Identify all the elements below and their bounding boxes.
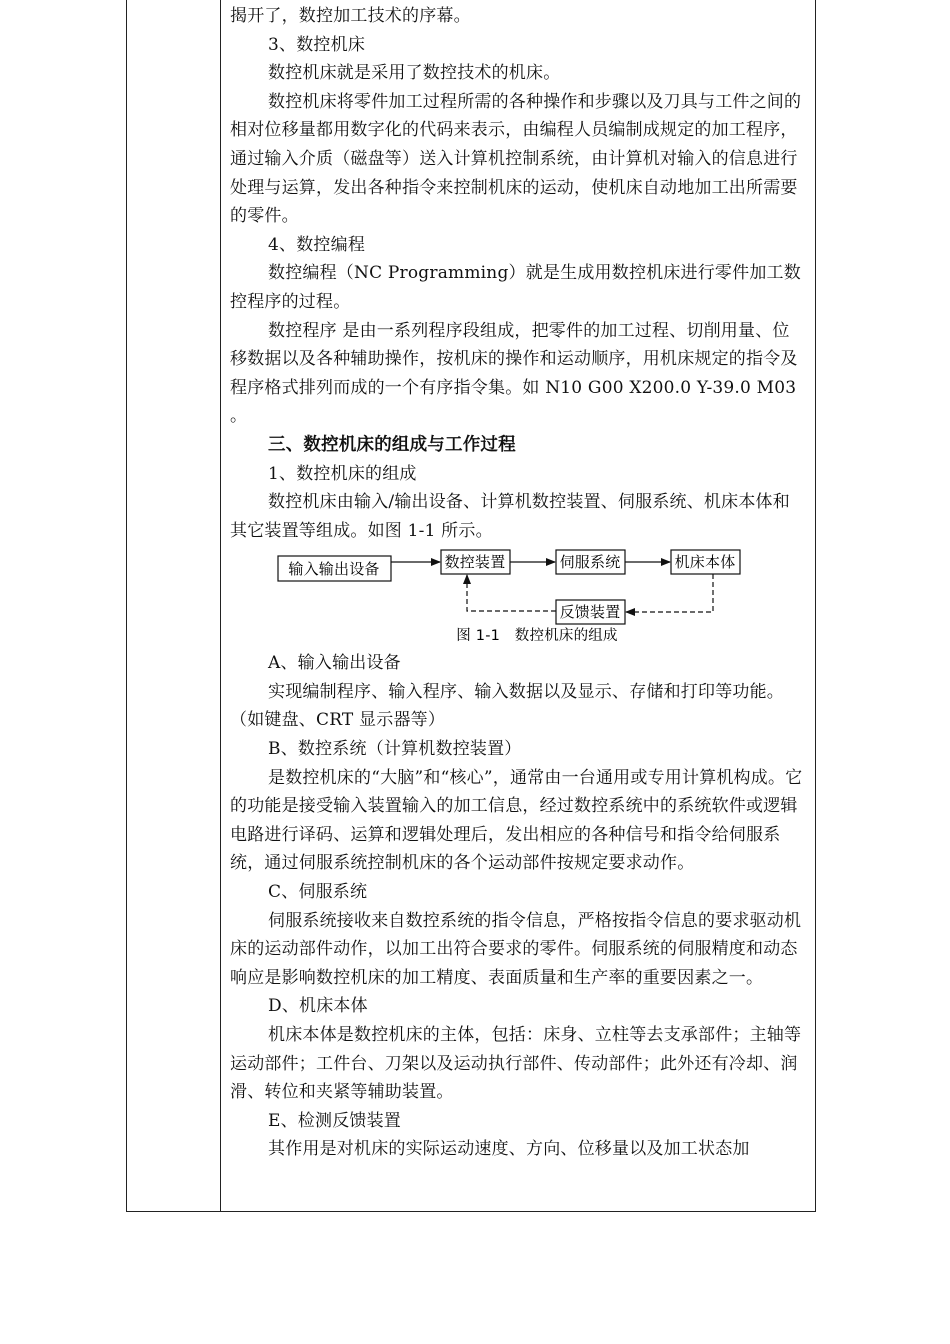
subheading-servo: C、伺服系统: [268, 882, 368, 903]
subheading-cnc-machine: 3、数控机床: [268, 34, 366, 55]
paragraph: 其作用是对机床的实际运动速度、方向、位移量以及加工状态加: [268, 1139, 750, 1160]
document-body: [230, 2, 806, 1164]
paragraph: 数控机床将零件加工过程所需的各种操作和步骤以及刀具与工件之间的相对位移量都用数字化的代码来表示，由编程人员编制成规定的加工程序，通过输入介质（磁盘等）送入计算机控制系统，由计算机对输入的信息进行处理与运算，发出各种指令来控制机床的运动，使机床自动地加工出所需要的零件。: [230, 91, 802, 227]
paragraph: 机床本体是数控机床的主体，包括：床身、立柱等去支承部件；主轴等运动部件；工件台、刀架以及运动执行部件、传动部件；此外还有冷却、润滑、转位和夹紧等辅助装置。: [230, 1025, 802, 1103]
figure-caption: 图 1-1 数控机床的组成: [456, 628, 618, 645]
arrow-machine-feedback: [626, 574, 713, 612]
diagram-svg: [230, 547, 806, 663]
paragraph: 揭开了，数控加工技术的序幕。: [230, 6, 471, 26]
paragraph: 数控编程（NC Programming）就是生成用数控机床进行零件加工数控程序的过程。: [230, 263, 801, 312]
subheading-feedback: E、检测反馈装置: [268, 1110, 402, 1131]
machine-label: 机床本体: [674, 553, 736, 572]
subheading-cnc-system: B、数控系统（计算机数控装置）: [268, 739, 522, 760]
subheading-io: A、输入输出设备: [268, 653, 401, 674]
paragraph: 是数控机床的“大脑”和“核心”，通常由一台通用或专用计算机构成。它的功能是接受输入装置输入的加工信息，经过数控系统中的系统软件或逻辑电路进行译码、运算和逻辑处理后，发出相应的各种信号和指令给伺服系统，通过伺服系统控制机床的各个运动部件按规定要求动作。: [230, 767, 803, 874]
subheading-machine-body: D、机床本体: [268, 996, 368, 1017]
arrow-feedback-cnc: [467, 575, 556, 611]
column-divider: [220, 0, 221, 1212]
paragraph: 数控程序 是由一系列程序段组成，把零件的加工过程、切削用量、位移数据以及各种辅助操作，按机床的操作和运动顺序，用机床规定的指令及程序格式排列而成的一个有序指令集。如 N10 G00 X200.0 Y-39.0 M03 。: [230, 320, 798, 427]
cnc-label: 数控装置: [444, 553, 506, 572]
composition-diagram: [230, 547, 806, 663]
paragraph: 数控机床就是采用了数控技术的机床。: [268, 63, 561, 84]
feedback-label: 反馈装置: [559, 603, 621, 622]
servo-label: 伺服系统: [559, 553, 621, 572]
subheading-composition: 1、数控机床的组成: [268, 463, 417, 484]
subheading-nc-programming: 4、数控编程: [268, 234, 366, 255]
paragraph: 数控机床由输入/输出设备、计算机数控装置、伺服系统、机床本体和其它装置等组成。如图 1-1 所示。: [230, 492, 790, 541]
paragraph: 伺服系统接收来自数控系统的指令信息，严格按指令信息的要求驱动机床的运动部件动作，以加工出符合要求的零件。伺服系统的伺服精度和动态响应是影响数控机床的加工精度、表面质量和生产率的重要因素之一。: [230, 910, 802, 988]
paragraph: 实现编制程序、输入程序、输入数据以及显示、存储和打印等功能。（如键盘、CRT 显示器等）: [230, 681, 784, 731]
section-heading: 三、数控机床的组成与工作过程: [268, 434, 516, 455]
io-label: 输入输出设备: [288, 560, 380, 579]
